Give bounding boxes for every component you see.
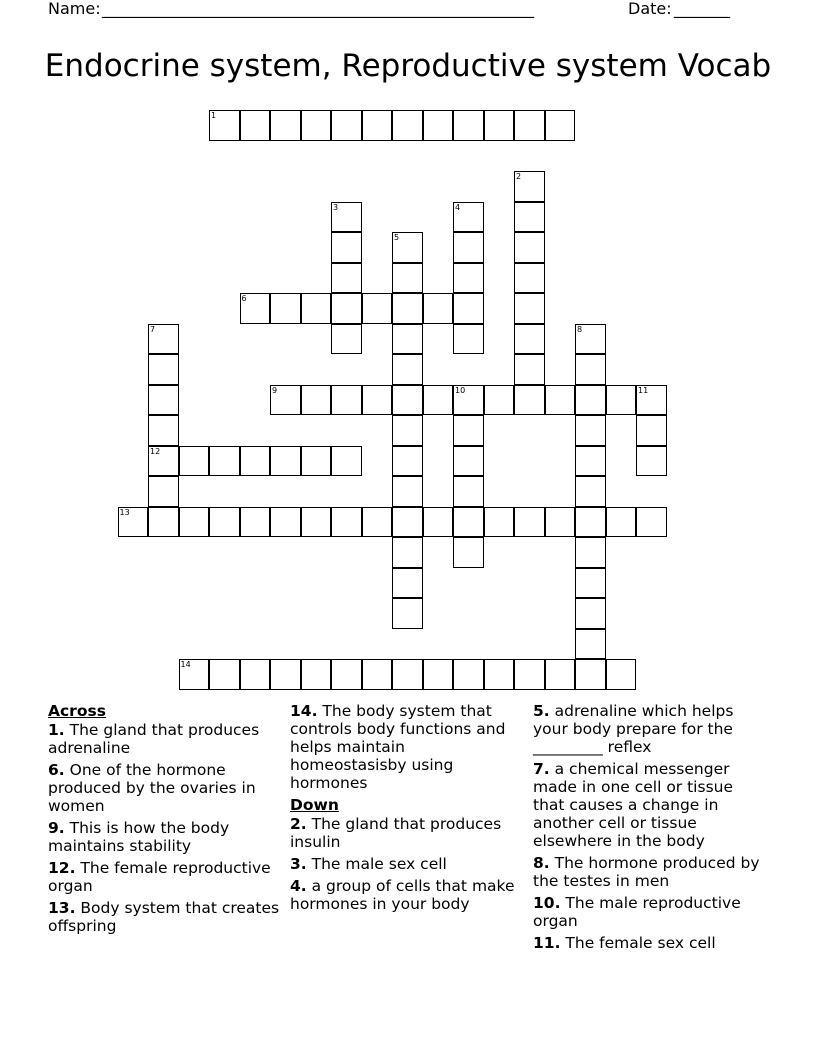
clue-down-3 (290, 855, 522, 873)
crossword-cell[interactable] (209, 659, 240, 690)
date-line: _______ (674, 0, 730, 18)
crossword-cell[interactable] (423, 507, 454, 538)
clue-number: 1. (48, 721, 65, 739)
crossword-cell[interactable] (331, 293, 362, 324)
clue-text: The male sex cell (311, 855, 447, 873)
crossword-cell[interactable] (453, 293, 484, 324)
clue-text: The hormone produced by the testes in men (533, 854, 760, 890)
crossword-cell[interactable] (453, 537, 484, 568)
crossword-cell[interactable] (209, 110, 240, 141)
crossword-cell[interactable] (301, 110, 332, 141)
clue-text: The female sex cell (565, 934, 716, 952)
crossword-cell[interactable] (148, 324, 179, 355)
crossword-cell[interactable] (148, 507, 179, 538)
cell-number: 5 (394, 233, 400, 242)
crossword-cell[interactable] (575, 537, 606, 568)
crossword-cell[interactable] (270, 110, 301, 141)
crossword-cell[interactable] (514, 324, 545, 355)
crossword-cell[interactable] (606, 507, 637, 538)
crossword-cell[interactable] (514, 385, 545, 416)
crossword-cell[interactable] (331, 507, 362, 538)
crossword-cell[interactable] (392, 415, 423, 446)
crossword-cell[interactable] (209, 507, 240, 538)
cell-number: 4 (455, 202, 461, 212)
crossword-cell[interactable] (575, 446, 606, 477)
crossword-cell[interactable] (423, 110, 454, 141)
crossword-cell[interactable] (423, 385, 454, 416)
clue-number: 6. (48, 761, 65, 779)
crossword-cell[interactable] (240, 659, 271, 690)
clue-across-14 (290, 702, 522, 792)
crossword-cell[interactable] (636, 507, 667, 538)
clue-number: 11. (533, 934, 561, 952)
crossword-cell[interactable] (392, 354, 423, 385)
crossword-cell[interactable] (392, 476, 423, 507)
clue-text: This is how the body maintains stability (48, 819, 230, 855)
crossword-cell[interactable] (392, 324, 423, 355)
clue-column-2 (290, 702, 522, 917)
crossword-cell[interactable] (453, 385, 484, 416)
crossword-cell[interactable] (240, 507, 271, 538)
clue-down-4 (290, 877, 522, 913)
crossword-cell[interactable] (392, 537, 423, 568)
crossword-cell[interactable] (362, 659, 393, 690)
crossword-cell[interactable] (362, 110, 393, 141)
clue-across-6 (48, 761, 280, 815)
crossword-cell[interactable] (453, 446, 484, 477)
crossword-cell[interactable] (331, 659, 362, 690)
crossword-cell[interactable] (301, 293, 332, 324)
crossword-cell[interactable] (392, 232, 423, 263)
clue-text: a group of cells that make hormones in your body (290, 877, 515, 913)
crossword-cell[interactable] (392, 659, 423, 690)
crossword-cell[interactable] (606, 385, 637, 416)
crossword-cell[interactable] (270, 446, 301, 477)
crossword-cell[interactable] (423, 293, 454, 324)
crossword-cell[interactable] (301, 385, 332, 416)
crossword-cell[interactable] (179, 659, 210, 690)
crossword-cell[interactable] (575, 598, 606, 629)
crossword-cell[interactable] (301, 446, 332, 477)
clue-column-1 (48, 702, 280, 939)
clue-number: 8. (533, 854, 550, 872)
crossword-cell[interactable] (392, 263, 423, 294)
across-heading: Across (48, 702, 106, 720)
clue-text: The gland that produces adrenaline (48, 721, 260, 757)
crossword-cell[interactable] (240, 446, 271, 477)
clue-down-11 (533, 934, 765, 952)
crossword-cell[interactable] (514, 110, 545, 141)
clue-number: 12. (48, 859, 76, 877)
crossword-cell[interactable] (484, 385, 515, 416)
name-label: Name: (48, 0, 101, 18)
crossword-cell[interactable] (453, 232, 484, 263)
clue-number: 7. (533, 760, 550, 778)
crossword-cell[interactable] (392, 568, 423, 599)
crossword-cell[interactable] (240, 110, 271, 141)
clue-number: 4. (290, 877, 307, 895)
crossword-cell[interactable] (575, 385, 606, 416)
crossword-cell[interactable] (453, 476, 484, 507)
crossword-cell[interactable] (301, 659, 332, 690)
crossword-cell[interactable] (575, 324, 606, 355)
date-label: Date: (628, 0, 672, 18)
crossword-cell[interactable] (514, 354, 545, 385)
crossword-cell[interactable] (484, 659, 515, 690)
crossword-cell[interactable] (453, 415, 484, 446)
crossword-cell[interactable] (514, 202, 545, 233)
clue-down-8 (533, 854, 765, 890)
crossword-cell[interactable] (545, 507, 576, 538)
crossword-cell[interactable] (514, 507, 545, 538)
crossword-cell[interactable] (362, 385, 393, 416)
cell-number: 14 (180, 660, 191, 669)
crossword-cell[interactable] (514, 171, 545, 202)
clue-number: 13. (48, 899, 76, 917)
clue-text: One of the hormone produced by the ovaries in women (48, 761, 256, 815)
crossword-cell[interactable] (331, 202, 362, 233)
crossword-cell[interactable] (636, 415, 667, 446)
crossword-cell[interactable] (423, 659, 454, 690)
crossword-cell[interactable] (331, 232, 362, 263)
crossword-cell[interactable] (270, 659, 301, 690)
crossword-cell[interactable] (179, 446, 210, 477)
crossword-cell[interactable] (270, 507, 301, 538)
crossword-cell[interactable] (392, 446, 423, 477)
clue-number: 5. (533, 702, 550, 720)
crossword-cell[interactable] (331, 110, 362, 141)
crossword-cell[interactable] (362, 507, 393, 538)
crossword-cell[interactable] (209, 446, 240, 477)
crossword-cell[interactable] (270, 293, 301, 324)
cell-number: 9 (272, 385, 278, 395)
crossword-cell[interactable] (606, 659, 637, 690)
clue-down-5 (533, 702, 765, 756)
clue-across-12 (48, 859, 280, 895)
crossword-cell[interactable] (148, 446, 179, 477)
clue-text: The gland that produces insulin (290, 815, 502, 851)
crossword-cell[interactable] (331, 263, 362, 294)
cell-number: 12 (150, 446, 161, 456)
crossword-cell[interactable] (484, 110, 515, 141)
crossword-cell[interactable] (575, 354, 606, 385)
clue-text: The male reproductive organ (533, 894, 741, 930)
crossword-cell[interactable] (636, 446, 667, 477)
crossword-cell[interactable] (575, 415, 606, 446)
crossword-cell[interactable] (575, 629, 606, 660)
clue-down-2 (290, 815, 522, 851)
down-heading: Down (290, 796, 339, 814)
crossword-cell[interactable] (392, 598, 423, 629)
cell-number: 13 (119, 507, 130, 517)
crossword-cell[interactable] (301, 507, 332, 538)
crossword-cell[interactable] (514, 293, 545, 324)
crossword-cell[interactable] (148, 476, 179, 507)
clue-number: 3. (290, 855, 307, 873)
clue-text: Body system that creates offspring (48, 899, 280, 935)
cell-number: 2 (516, 172, 522, 181)
crossword-cell[interactable] (453, 659, 484, 690)
crossword-cell[interactable] (575, 507, 606, 538)
clue-number: 10. (533, 894, 561, 912)
cell-number: 1 (211, 111, 217, 120)
crossword-cell[interactable] (331, 446, 362, 477)
clue-down-10 (533, 894, 765, 930)
clue-text: The female reproductive organ (48, 859, 271, 895)
clue-across-9 (48, 819, 280, 855)
crossword-cell[interactable] (453, 507, 484, 538)
cell-number: 3 (333, 202, 339, 212)
crossword-cell[interactable] (545, 110, 576, 141)
clue-number: 2. (290, 815, 307, 833)
crossword-cell[interactable] (575, 568, 606, 599)
clue-text: adrenaline which helps your body prepare for the _________ reflex (533, 702, 734, 756)
clue-text: The body system that controls body functions and helps maintain homeostasisby using hormones (290, 702, 506, 792)
crossword-cell[interactable] (453, 263, 484, 294)
cell-number: 6 (241, 294, 247, 303)
crossword-cell[interactable] (575, 659, 606, 690)
crossword-cell[interactable] (240, 293, 271, 324)
crossword-cell[interactable] (331, 385, 362, 416)
crossword-cell[interactable] (392, 293, 423, 324)
clue-number: 14. (290, 702, 318, 720)
crossword-cell[interactable] (148, 354, 179, 385)
crossword-cell[interactable] (392, 507, 423, 538)
cell-number: 7 (150, 324, 156, 334)
crossword-cell[interactable] (545, 659, 576, 690)
crossword-cell[interactable] (636, 385, 667, 416)
crossword-cell[interactable] (484, 507, 515, 538)
crossword-cell[interactable] (331, 324, 362, 355)
crossword-cell[interactable] (148, 415, 179, 446)
crossword-cell[interactable] (575, 476, 606, 507)
clue-across-1 (48, 721, 280, 757)
crossword-cell[interactable] (453, 324, 484, 355)
clue-down-7 (533, 760, 765, 850)
cell-number: 8 (577, 324, 583, 334)
crossword-cell[interactable] (453, 110, 484, 141)
clue-column-3 (533, 702, 765, 956)
page-title: Endocrine system, Reproductive system Vocab (44, 48, 772, 84)
crossword-cell[interactable] (148, 385, 179, 416)
crossword-cell[interactable] (362, 293, 393, 324)
clue-across-13 (48, 899, 280, 935)
crossword-cell[interactable] (270, 385, 301, 416)
crossword-cell[interactable] (514, 232, 545, 263)
cell-number: 11 (638, 385, 649, 395)
crossword-cell[interactable] (514, 659, 545, 690)
clue-number: 9. (48, 819, 65, 837)
clue-text: a chemical messenger made in one cell or tissue that causes a change in another cell or tissue elsewhere in the body (533, 760, 734, 850)
crossword-cell[interactable] (453, 202, 484, 233)
crossword-cell[interactable] (392, 110, 423, 141)
crossword-cell[interactable] (118, 507, 149, 538)
crossword-cell[interactable] (545, 385, 576, 416)
cell-number: 10 (455, 385, 466, 395)
crossword-cell[interactable] (179, 507, 210, 538)
crossword-cell[interactable] (392, 385, 423, 416)
name-line: ______________________________________________________ (102, 0, 534, 18)
crossword-cell[interactable] (514, 263, 545, 294)
